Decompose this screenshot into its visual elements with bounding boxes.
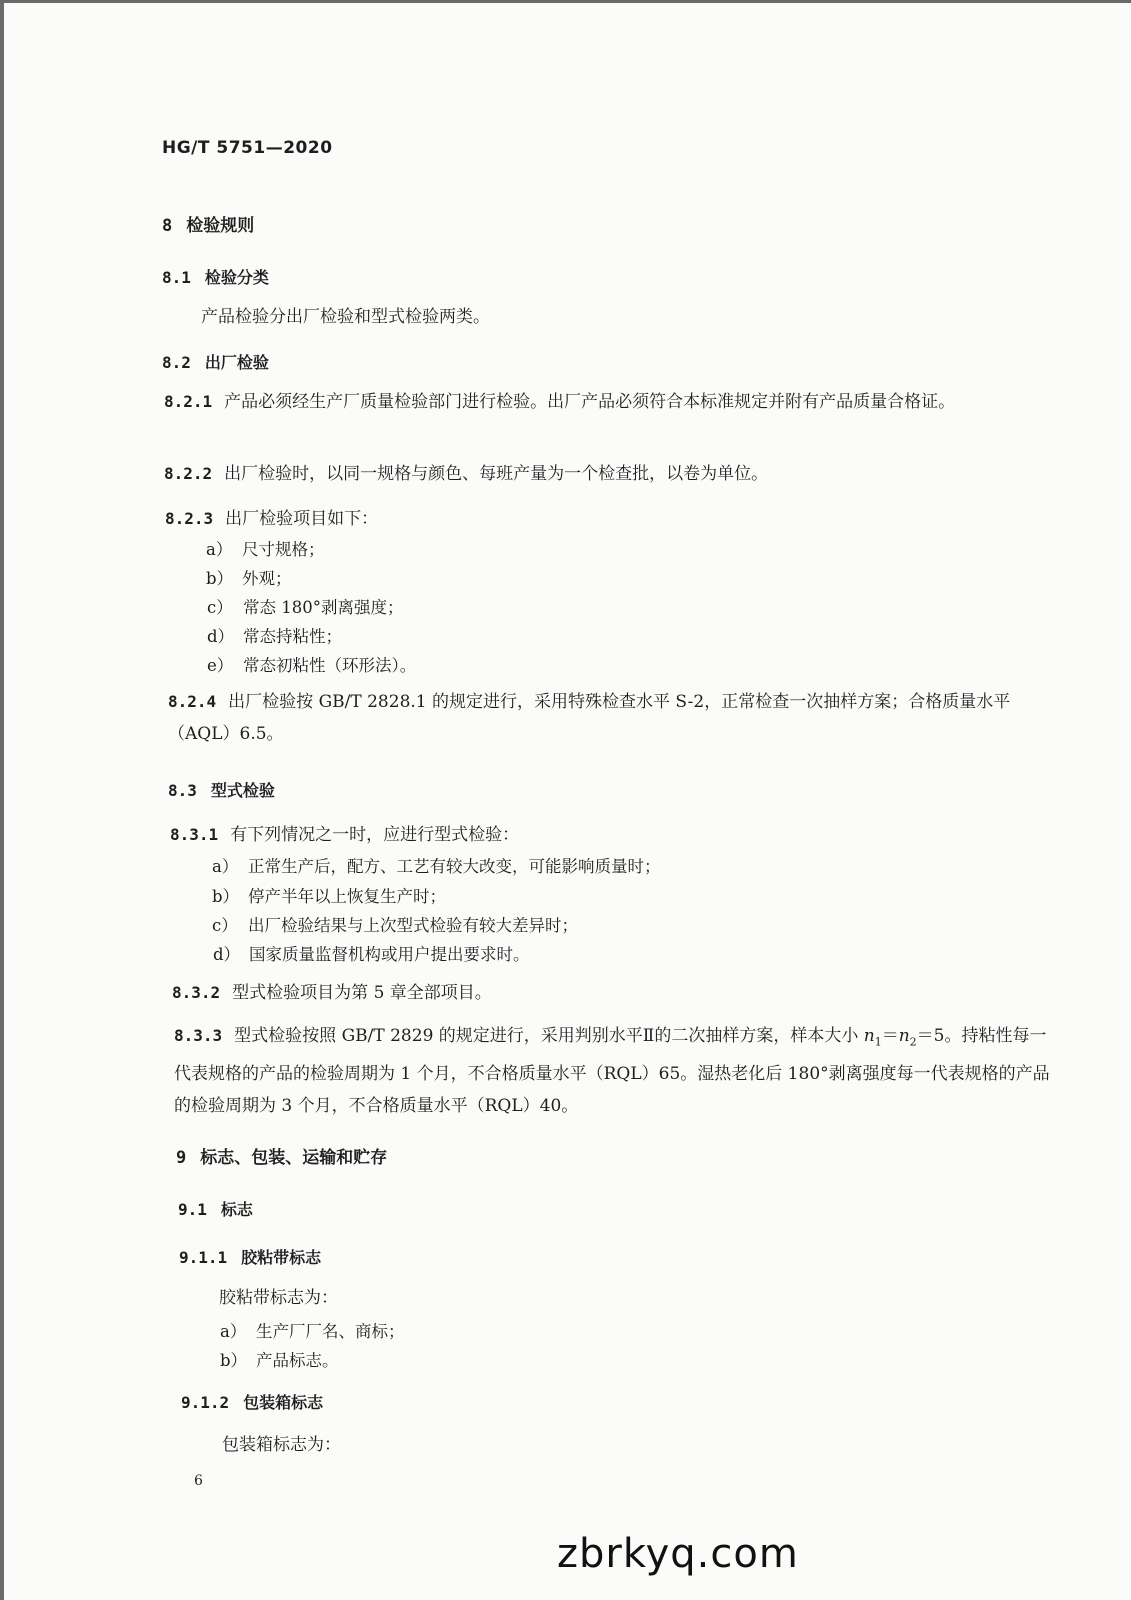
section-title: 包装箱标志 <box>243 1393 324 1412</box>
section-9-1-heading <box>178 1197 253 1220</box>
section-number: 9 <box>176 1148 187 1168</box>
clause-number: 8.3.2 <box>172 983 221 1002</box>
section-number: 9.1.2 <box>181 1393 230 1412</box>
list-item <box>213 941 530 965</box>
section-title: 标志 <box>220 1200 253 1219</box>
section-8-3-heading <box>168 778 275 801</box>
clause-text: 产品必须经生产厂质量检验部门进行检验。出厂产品必须符合本标准规定并附有产品质量合格证。 <box>224 392 956 412</box>
list-marker: d） <box>213 945 241 964</box>
list-item <box>207 623 342 647</box>
list-item <box>206 565 292 589</box>
section-8-1-heading <box>162 265 269 288</box>
clause-text-continued: 持粘性每一代表规格的产品的检验周期为 1 个月，不合格质量水平（RQL）65。湿热老化后 180°剥离强度每一代表规格的产品的检验周期为 3 个月，不合格质量水平（RQL）40。 <box>174 1026 1050 1117</box>
list-item-text: 外观； <box>242 569 292 588</box>
clause-8-3-2 <box>172 977 1052 1009</box>
list-item-text: 停产半年以上恢复生产时； <box>248 887 446 906</box>
list-marker: a） <box>212 857 239 876</box>
clause-text: 有下列情况之一时，应进行型式检验： <box>230 825 520 845</box>
clause-text: 型式检验按照 GB/T 2829 的规定进行，采用判别水平Ⅱ的二次抽样方案，样本大小 <box>234 1026 864 1046</box>
section-title: 检验分类 <box>204 268 269 287</box>
list-item-text: 国家质量监督机构或用户提出要求时。 <box>249 945 530 964</box>
list-marker: c） <box>207 598 233 617</box>
section-title: 胶粘带标志 <box>241 1248 322 1267</box>
clause-8-2-3 <box>165 503 1045 535</box>
list-item <box>220 1347 339 1371</box>
subscript: 1 <box>874 1035 882 1049</box>
clause-8-2-1 <box>164 386 1044 418</box>
section-number: 8.1 <box>162 268 191 287</box>
list-marker: a） <box>206 540 233 559</box>
list-item <box>220 1318 405 1342</box>
sample-size-symbol: n <box>898 1026 910 1046</box>
list-item-text: 常态初粘性（环形法）。 <box>243 656 417 675</box>
section-9-1-2-heading <box>181 1390 323 1413</box>
clause-text: 出厂检验按 GB/T 2828.1 的规定进行，采用特殊检查水平 S-2，正常检查一次抽样方案；合格质量水平（AQL）6.5。 <box>168 692 1011 744</box>
section-8-heading <box>162 211 254 236</box>
section-title: 检验规则 <box>186 216 255 236</box>
clause-text: 型式检验项目为第 5 章全部项目。 <box>232 983 492 1003</box>
section-8-1-text: 产品检验分出厂检验和型式检验两类。 <box>201 307 490 327</box>
clause-8-2-2 <box>164 458 1044 490</box>
section-title: 型式检验 <box>210 781 275 800</box>
clause-8-3-1 <box>170 819 1050 851</box>
list-marker: b） <box>206 569 234 588</box>
clause-number: 8.2.1 <box>164 392 213 411</box>
clause-8-2-4 <box>168 686 1048 750</box>
list-item <box>212 853 661 877</box>
list-item-text: 常态 180°剥离强度； <box>243 598 404 617</box>
section-number: 8.3 <box>168 781 197 800</box>
list-item-text: 生产厂厂名、商标； <box>256 1322 405 1341</box>
list-item <box>212 912 578 936</box>
sample-size-value: ＝5。 <box>916 1026 962 1046</box>
list-item-text: 常态持粘性； <box>243 627 342 646</box>
page-number: 6 <box>194 1473 203 1489</box>
list-item <box>206 536 325 560</box>
standard-code-header: HG/T 5751—2020 <box>162 138 333 158</box>
list-item <box>212 883 446 907</box>
clause-number: 8.3.1 <box>170 825 219 844</box>
list-marker: c） <box>212 916 238 935</box>
section-number: 9.1.1 <box>179 1248 228 1267</box>
list-marker: b） <box>220 1351 248 1370</box>
list-marker: a） <box>220 1322 247 1341</box>
sample-size-symbol: n <box>863 1026 875 1046</box>
list-marker: b） <box>212 887 240 906</box>
list-item <box>207 594 404 618</box>
section-8-2-heading <box>162 350 269 373</box>
clause-number: 8.2.4 <box>168 692 217 711</box>
section-9-1-1-text: 胶粘带标志为： <box>219 1288 338 1308</box>
section-number: 9.1 <box>178 1200 207 1219</box>
clause-text: 出厂检验项目如下： <box>225 509 379 529</box>
section-9-1-2-text: 包装箱标志为： <box>222 1435 341 1455</box>
list-marker: e） <box>207 656 234 675</box>
list-marker: d） <box>207 627 235 646</box>
clause-text: 出厂检验时，以同一规格与颜色、每班产量为一个检查批，以卷为单位。 <box>224 464 769 484</box>
section-title: 出厂检验 <box>204 353 269 372</box>
equals-sign: ＝ <box>881 1026 899 1046</box>
clause-number: 8.3.3 <box>174 1026 223 1045</box>
section-number: 8.2 <box>162 353 191 372</box>
site-watermark: zbrkyq.com <box>557 1531 799 1577</box>
subscript: 2 <box>909 1035 917 1049</box>
clause-number: 8.2.3 <box>165 509 214 528</box>
clause-8-3-3 <box>174 1020 1054 1122</box>
list-item-text: 产品标志。 <box>256 1351 339 1370</box>
list-item-text: 尺寸规格； <box>242 540 325 559</box>
list-item-text: 正常生产后，配方、工艺有较大改变，可能影响质量时； <box>248 857 661 876</box>
section-number: 8 <box>162 216 173 236</box>
clause-number: 8.2.2 <box>164 464 213 483</box>
list-item <box>207 652 416 676</box>
section-9-1-1-heading <box>179 1245 321 1268</box>
section-title: 标志、包装、运输和贮存 <box>200 1148 388 1168</box>
list-item-text: 出厂检验结果与上次型式检验有较大差异时； <box>248 916 578 935</box>
section-9-heading <box>176 1143 387 1168</box>
